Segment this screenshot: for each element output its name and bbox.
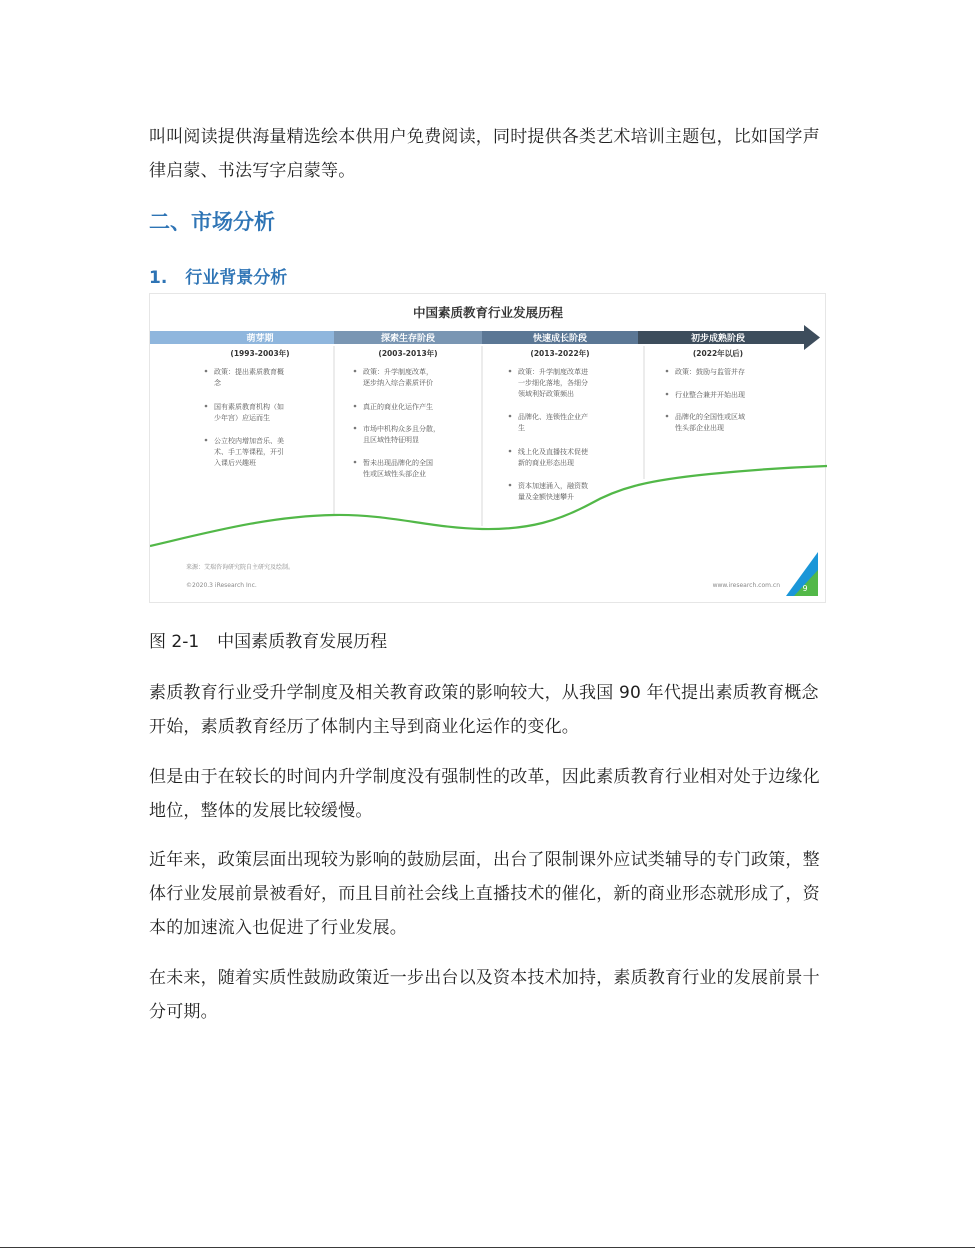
stage-4-period: (2022年以后) [692, 349, 744, 358]
bullet-dot [666, 415, 669, 418]
stage-bullet: 公立校内增加音乐、美术、手工等课程，开引入课后兴趣班 [214, 437, 284, 467]
stage-bullet: 政策：升学制度改革，逐步纳入综合素质评价 [363, 368, 433, 387]
body-paragraph: 素质教育行业受升学制度及相关教育政策的影响较大，从我国 90 年代提出素质教育概念开始，素质教育经历了体制内主导到商业化运作的变化。 [149, 683, 819, 737]
bullet-dot [354, 461, 357, 464]
stage-1-period: (1993-2003年) [230, 349, 290, 358]
stage-bullet: 品牌化、连锁性企业产生 [518, 413, 588, 432]
bullet-dot [666, 393, 669, 396]
figure-copyright: ©2020.3 iResearch Inc. [186, 582, 257, 589]
subsection-number: 1. [149, 268, 168, 288]
figure-page-number: 9 [802, 584, 808, 593]
timeline-figure [149, 293, 826, 603]
figure-caption [149, 627, 387, 652]
stage-bullet: 政策：提出素质教育概念 [214, 368, 284, 387]
stage-2-name: 探索生存阶段 [380, 334, 436, 344]
body-paragraph: 在未来，随着实质性鼓励政策近一步出台以及资本技术加持，素质教育行业的发展前景十分可期。 [149, 968, 820, 1022]
bullet-dot [354, 370, 357, 373]
body-paragraph: 近年来，政策层面出现较为影响的鼓励层面，出台了限制课外应试类辅导的专门政策，整体行业发展前景被看好，而且目前社会线上直播技术的催化，新的商业形态就形成了，资本的加速流入也促进了行业发展。 [149, 850, 820, 938]
stage-2-period: (2003-2013年) [378, 349, 438, 358]
figure-title: 中国素质教育行业发展历程 [412, 305, 564, 320]
section-heading: 二、市场分析 [149, 210, 275, 234]
bullet-dot [205, 439, 208, 442]
stage-3-name: 快速成长阶段 [532, 334, 588, 344]
stage-bullet: 暂未出现品牌化的全国性或区域性头部企业 [363, 459, 433, 478]
subsection-title: 行业背景分析 [185, 268, 288, 288]
timeline-graphic [150, 294, 827, 604]
stage-bullet: 行业整合兼并开始出现 [675, 391, 745, 399]
stage-bullet: 品牌化的全国性或区域性头部企业出现 [675, 413, 745, 432]
stage-bullet: 资本加速涌入，融资数量及金额快速攀升 [518, 482, 588, 501]
stage-4-name: 初步成熟阶段 [690, 334, 746, 344]
stage-bullet: 线上化及直播技术促使新的商业形态出现 [518, 448, 588, 467]
stage-bullet: 国有素质教育机构（如少年宫）应运而生 [214, 403, 284, 422]
stage-bullet: 政策：升学制度改革进一步细化落地，各细分领域利好政策频出 [518, 368, 588, 398]
stage-bullet: 真正的商业化运作产生 [363, 403, 433, 411]
bullet-dot [354, 405, 357, 408]
page-bottom-rule [0, 1247, 975, 1248]
intro-paragraph: 叫叫阅读提供海量精选绘本供用户免费阅读，同时提供各类艺术培训主题包，比如国学声律启蒙、书法写字启蒙等。 [149, 127, 820, 181]
body-paragraph: 但是由于在较长的时间内升学制度没有强制性的改革，因此素质教育行业相对处于边缘化地位，整体的发展比较缓慢。 [149, 767, 820, 821]
caption-text: 中国素质教育发展历程 [217, 632, 388, 652]
stage-1-band [150, 331, 334, 344]
bullet-dot [509, 370, 512, 373]
growth-curve [150, 466, 827, 546]
bullet-dot [205, 370, 208, 373]
bullet-dot [509, 415, 512, 418]
bullet-dot [354, 427, 357, 430]
figure-source: 来源：艾瑞咨询研究院自主研究及绘制。 [186, 564, 295, 571]
figure-website: www.iresearch.com.cn [712, 582, 780, 589]
bullet-dot [666, 370, 669, 373]
bullet-dot [509, 484, 512, 487]
bullet-dot [205, 405, 208, 408]
stage-3-period: (2013-2022年) [530, 349, 590, 358]
bullet-dot [509, 450, 512, 453]
subsection-heading [149, 263, 287, 288]
stage-1-name: 萌芽期 [246, 334, 274, 344]
stage-bullet: 政策：鼓励与监管并存 [675, 368, 745, 376]
caption-number: 图 2-1 [149, 632, 200, 652]
stage-bullet: 市场中机构众多且分散，且区域性特征明显 [363, 425, 440, 444]
